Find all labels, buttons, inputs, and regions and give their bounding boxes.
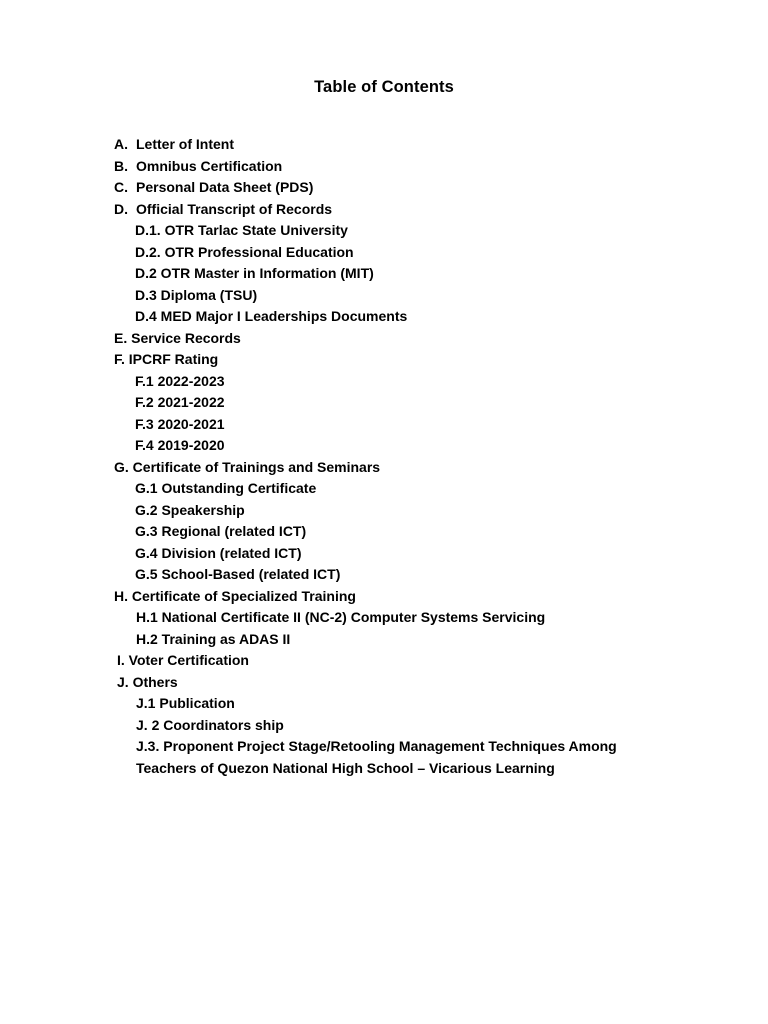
toc-entry-c <box>0 177 768 199</box>
toc-entry-letter: D. <box>114 200 128 217</box>
toc-subentry-h2: H.2 Training as ADAS II <box>136 630 291 647</box>
toc-subentry-d2-mit: D.2 OTR Master in Information (MIT) <box>135 265 374 281</box>
toc-list <box>0 134 768 779</box>
toc-entry-h: H. Certificate of Specialized Training <box>114 587 356 604</box>
toc-entry-text: Official Transcript of Records <box>136 200 333 217</box>
toc-entry-text: Letter of Intent <box>136 136 234 152</box>
toc-subentry-d1: D.1. OTR Tarlac State University <box>135 222 348 238</box>
toc-entry-j: J. Others <box>117 673 178 690</box>
toc-entry-a <box>0 134 768 156</box>
toc-entry-b <box>0 156 768 178</box>
toc-subentry-f3: F.3 2020-2021 <box>135 415 225 432</box>
toc-subentry-d4: D.4 MED Major I Leaderships Documents <box>135 308 408 324</box>
toc-entry-f: F. IPCRF Rating <box>114 351 219 367</box>
toc-subentry-d2: D.2. OTR Professional Education <box>135 243 354 260</box>
toc-subentry-f1: F.1 2022-2023 <box>135 372 225 389</box>
toc-subentry-g4: G.4 Division (related ICT) <box>135 544 302 561</box>
toc-entry-text: Personal Data Sheet (PDS) <box>136 179 314 195</box>
toc-subentry-f2: F.2 2021-2022 <box>135 394 225 410</box>
toc-entry-text: Omnibus Certification <box>136 157 283 174</box>
toc-subentry-d3: D.3 Diploma (TSU) <box>135 286 258 303</box>
toc-subentry-g1: G.1 Outstanding Certificate <box>135 480 317 496</box>
toc-entry-g: G. Certificate of Trainings and Seminars <box>114 458 381 475</box>
toc-subentry-j1: J.1 Publication <box>136 695 235 711</box>
toc-entry-letter: A. <box>114 136 128 152</box>
toc-subentry-f4: F.4 2019-2020 <box>135 437 225 453</box>
toc-subentry-g3: G.3 Regional (related ICT) <box>135 523 307 539</box>
toc-subentry-h1: H.1 National Certificate II (NC-2) Computer Systems Servicing <box>136 609 546 625</box>
toc-subentry-j3-continued: Teachers of Quezon National High School – Vicarious Learning <box>136 759 555 776</box>
toc-entry-letter: B. <box>114 157 128 174</box>
toc-entry-e: E. Service Records <box>114 329 241 346</box>
toc-subentry-g2: G.2 Speakership <box>135 501 245 518</box>
toc-subentry-j2: J. 2 Coordinators ship <box>136 716 284 733</box>
toc-subentry-g5: G.5 School-Based (related ICT) <box>135 566 341 582</box>
toc-entry-i: I. Voter Certification <box>117 652 249 668</box>
toc-subentry-j3: J.3. Proponent Project Stage/Retooling Management Techniques Among <box>136 738 617 754</box>
toc-entry-letter: C. <box>114 179 128 195</box>
toc-entry-d <box>0 199 768 221</box>
page-title: Table of Contents <box>314 78 454 96</box>
